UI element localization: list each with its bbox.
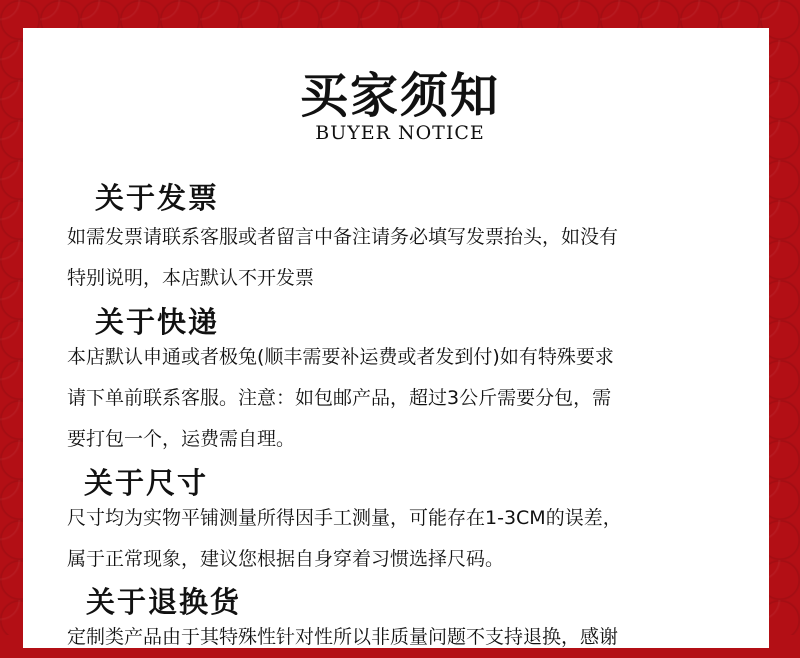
page-subtitle: BUYER NOTICE [315,122,485,144]
section-heading-returns: 关于退换货 [86,585,242,619]
text-line: 定制类产品由于其特殊性针对性所以非质量问题不支持退换，感谢 [67,626,619,648]
text-line: 特别说明，本店默认不开发票 [67,267,315,289]
text-line: 要打包一个，运费需自理。 [67,428,296,450]
section-text-size [67,498,757,580]
section-heading-delivery: 关于快递 [95,305,220,339]
text-line: 本店默认申通或者极兔(顺丰需要补运费或者发到付)如有特殊要求 [67,346,614,368]
page-title: 买家须知 [299,68,500,124]
section-text-invoice [67,217,757,299]
text-line: 如需发票请联系客服或者留言中备注请务必填写发票抬头，如没有 [67,226,619,248]
section-text-delivery [67,337,757,460]
text-line: 尺寸均为实物平铺测量所得因手工测量，可能存在1-3CM的误差， [67,507,622,529]
section-heading-invoice: 关于发票 [95,181,220,215]
text-line: 请下单前联系客服。注意：如包邮产品，超过3公斤需要分包，需 [67,387,612,409]
section-heading-size: 关于尺寸 [84,466,209,500]
text-line: 属于正常现象，建议您根据自身穿着习惯选择尺码。 [67,548,505,570]
section-text-returns [67,617,757,658]
